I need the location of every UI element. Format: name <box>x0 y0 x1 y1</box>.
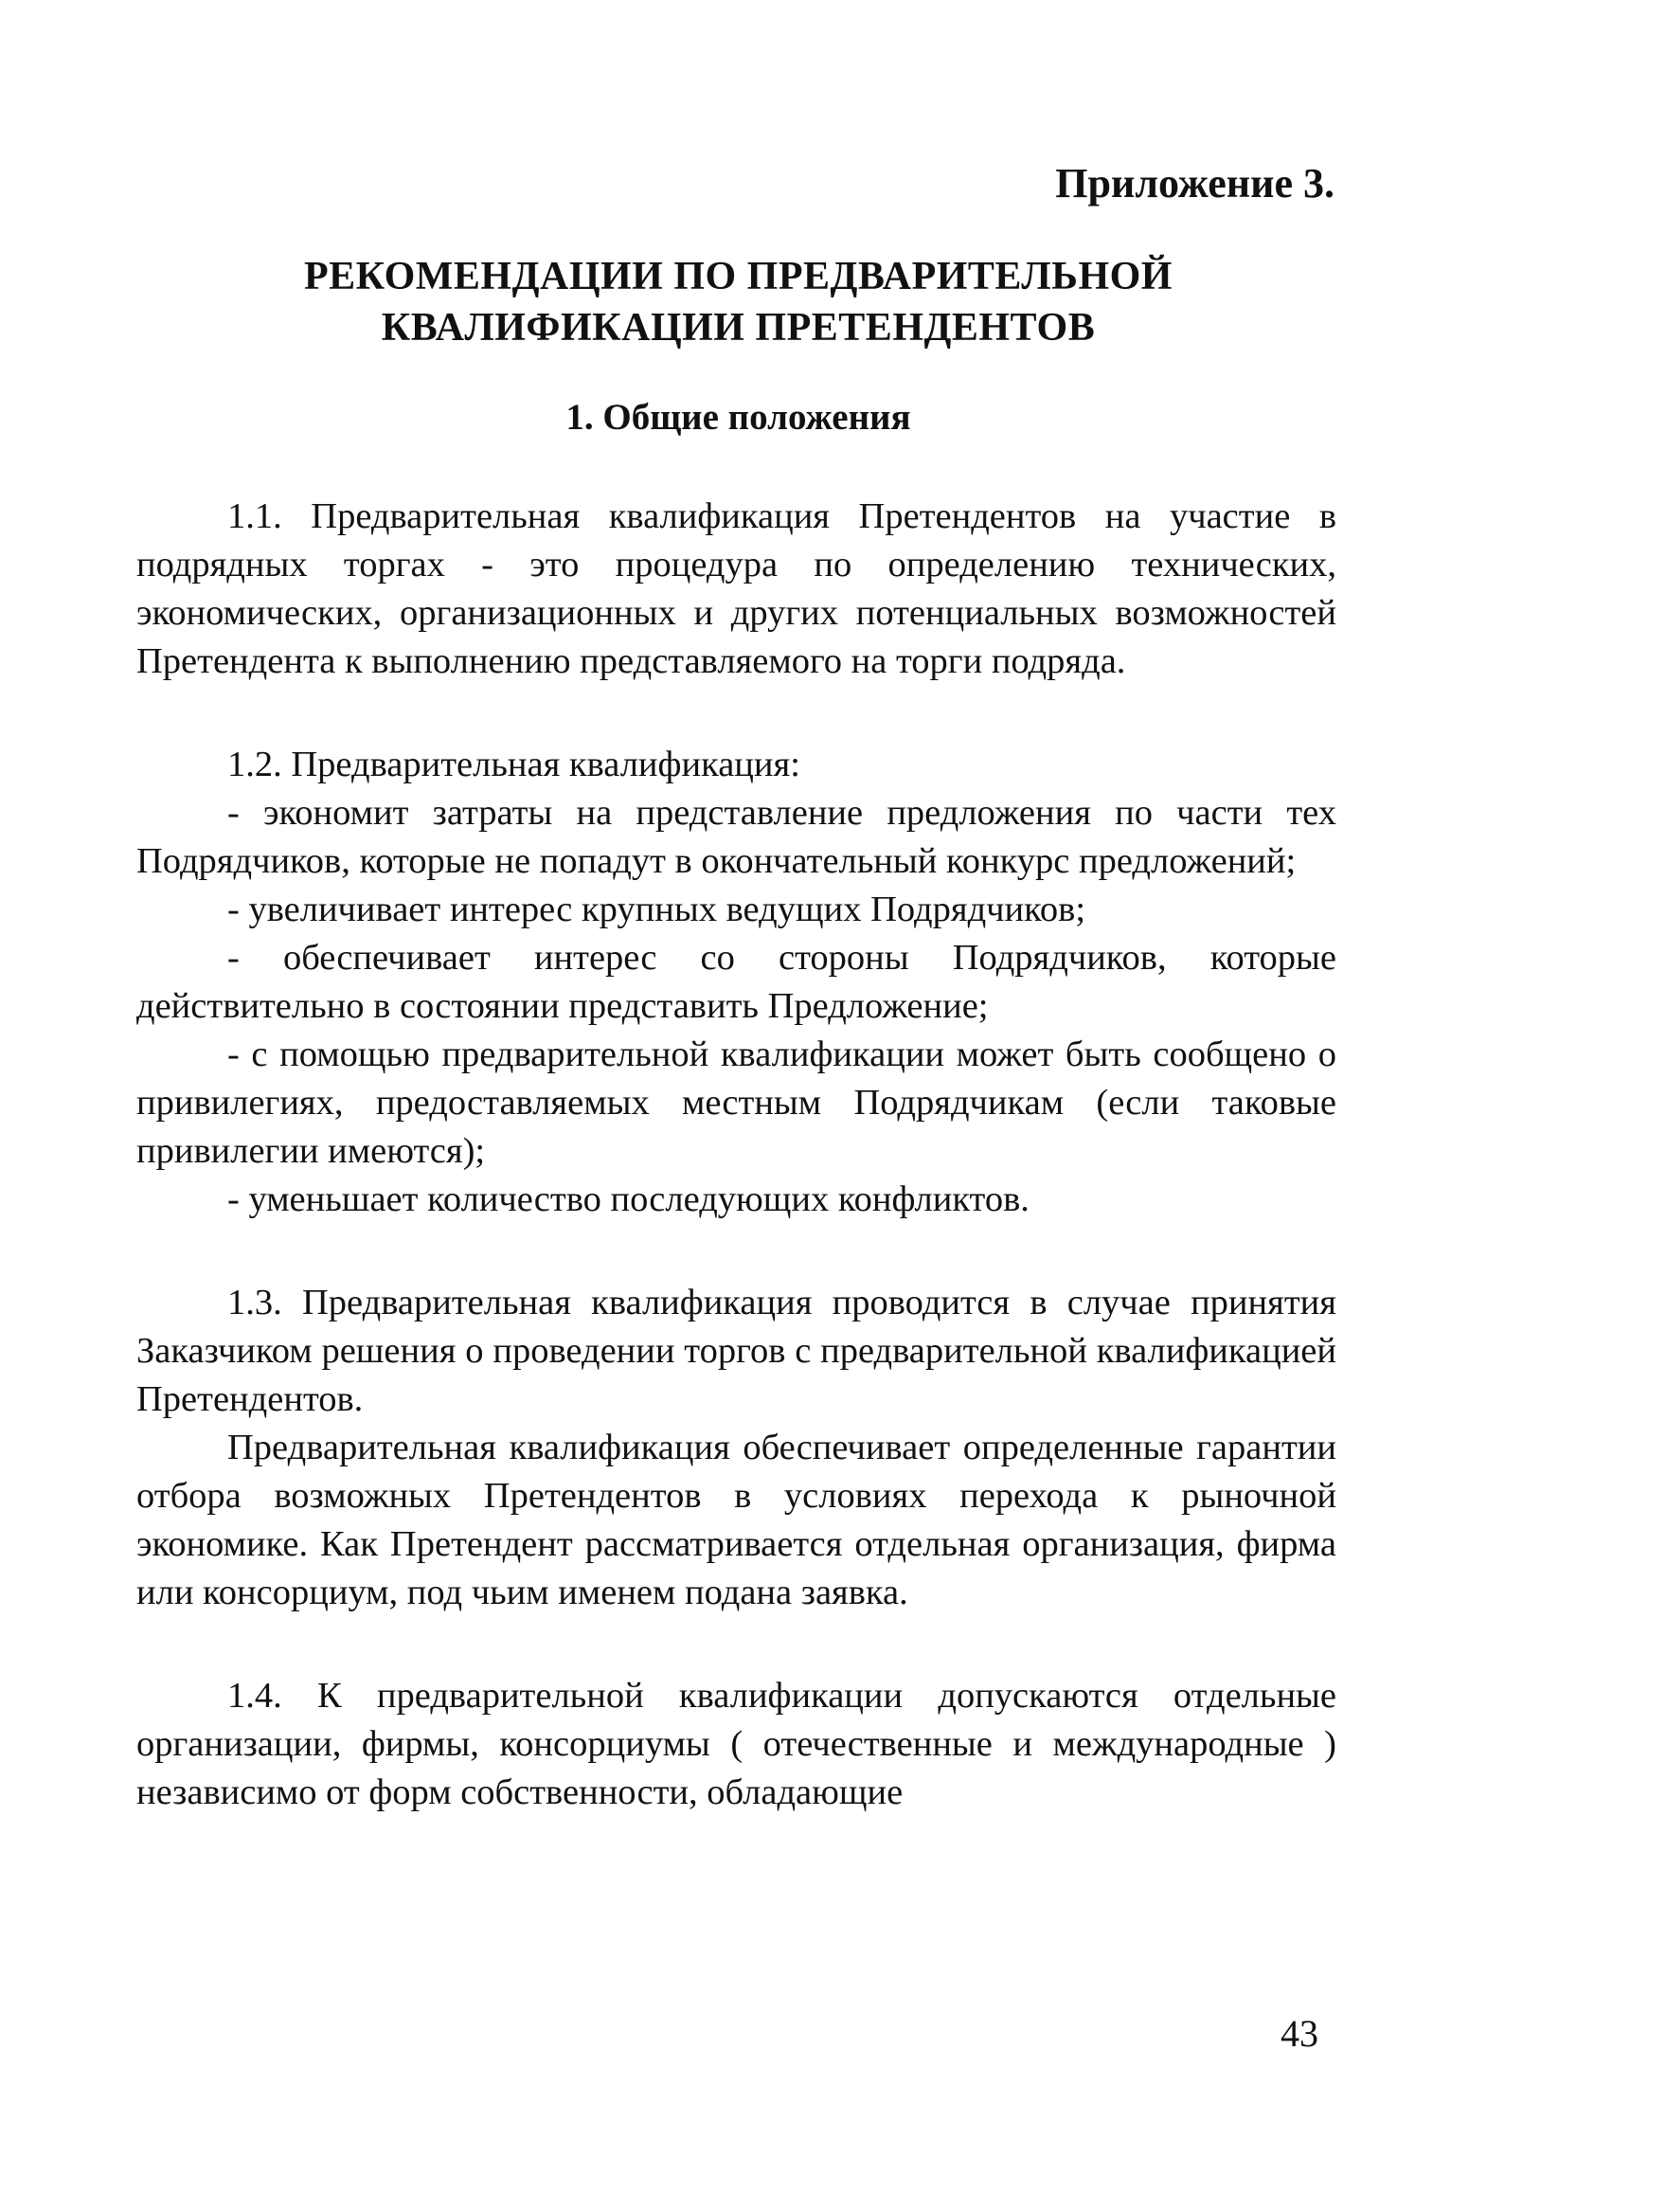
list-item: - экономит затраты на представление предложения по части тех Подрядчиков, которые не попадут в окончательный конкурс предложений; <box>136 793 1336 881</box>
list-item: - обеспечивает интерес со стороны Подрядчиков, которые действительно в состоянии представить Предложение; <box>136 938 1336 1026</box>
paragraph-1-3: 1.3. Предварительная квалификация проводится в случае принятия Заказчиком решения о проведении торгов с предварительной квалификацией Претендентов. <box>136 1283 1336 1419</box>
list-item: - уменьшает количество последующих конфликтов. <box>227 1179 1030 1219</box>
title-line-1: РЕКОМЕНДАЦИИ ПО ПРЕДВАРИТЕЛЬНОЙ <box>304 255 1173 298</box>
paragraph-1-1: 1.1. Предварительная квалификация Претендентов на участие в подрядных торгах - это процедура по определению технических, экономических, организационных и других потенциальных возможностей Претендента к выполнению представляемого на торги подряда. <box>136 496 1336 681</box>
title-line-2: КВАЛИФИКАЦИИ ПРЕТЕНДЕНТОВ <box>381 306 1096 350</box>
body-text <box>136 493 1336 1817</box>
list-item: - с помощью предварительной квалификации может быть сообщено о привилегиях, предоставляемых местным Подрядчикам (если таковые привилегии имеются); <box>136 1034 1336 1171</box>
paragraph-1-2: 1.2. Предварительная квалификация: <box>227 745 800 784</box>
appendix-label: Приложение 3. <box>1055 160 1335 207</box>
page-number: 43 <box>1281 2012 1318 2055</box>
section-heading: 1. Общие положения <box>565 397 911 438</box>
paragraph-1-3-continued: Предварительная квалификация обеспечивает определенные гарантии отбора возможных Претендентов в условиях перехода к рыночной экономике. Как Претендент рассматривается отдельная организация, фирма или консорциум, под чьим именем подана заявка. <box>136 1428 1336 1612</box>
paragraph-1-4: 1.4. К предварительной квалификации допускаются отдельные организации, фирмы, консорциумы ( отечественные и международные ) независимо от форм собственности, обладающие <box>136 1676 1336 1812</box>
list-item: - увеличивает интерес крупных ведущих Подрядчиков; <box>227 890 1086 929</box>
document-title <box>0 251 1477 353</box>
